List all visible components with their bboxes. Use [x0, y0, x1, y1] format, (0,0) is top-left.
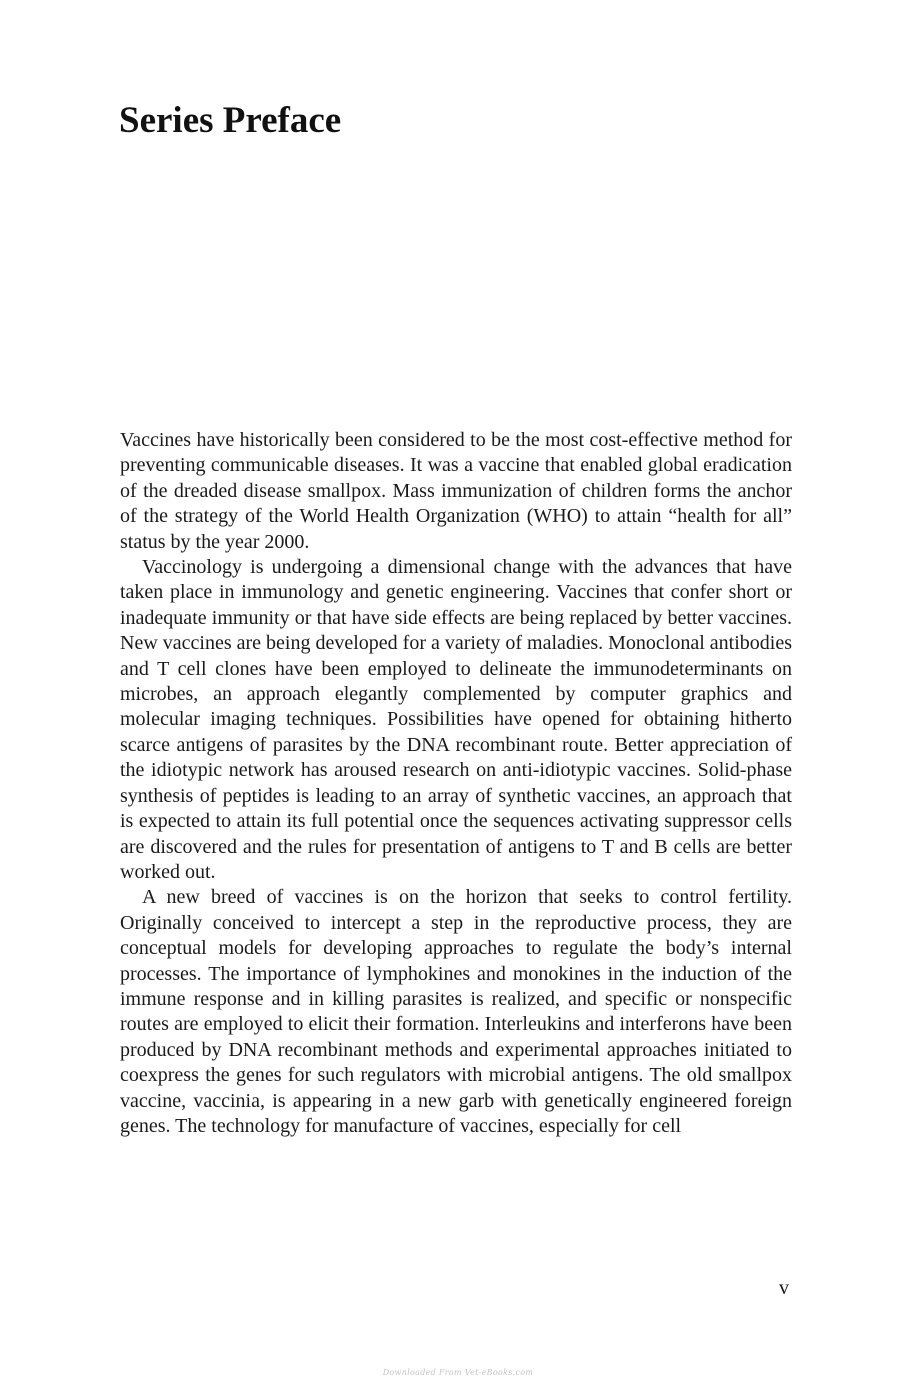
paragraph-3: A new breed of vaccines is on the horizon that seeks to control fertility. Originally conceived to intercept a step in the reproductive process, they are conceptual models for developing approaches to regulate the body’s internal processes. The importance of lymphokines and monokines in the induction of the immune response and in killing parasites is realized, and specific or nonspecific routes are employed to elicit their formation. Interleukins and interferons have been produced by DNA recombinant methods and experimental approaches initiated to coexpress the genes for such regulators with microbial antigens. The old smallpox vaccine, vaccinia, is appearing in a new garb with genetically engineered foreign genes. The technology for manufacture of vaccines, especially for cell [120, 886, 792, 1137]
page-number: v [779, 1277, 789, 1299]
page-title: Series Preface [119, 100, 342, 141]
paragraph-1: Vaccines have historically been considered to be the most cost-effective method for preventing communicable diseases. It was a vaccine that enabled global eradication of the dreaded disease smallpox. Mass immunization of children forms the anchor of the strategy of the World Health Organization (WHO) to attain “health for all” status by the year 2000. [120, 429, 792, 553]
paragraph-2: Vaccinology is undergoing a dimensional change with the advances that have taken place in immunology and genetic engineering. Vaccines that confer short or inadequate immunity or that have side effects are being replaced by better vaccines. New vaccines are being developed for a variety of maladies. Monoclonal antibodies and T cell clones have been employed to delineate the immunodeterminants on microbes, an approach elegantly complemented by computer graphics and molecular imaging techniques. Possibilities have opened for obtaining hitherto scarce antigens of parasites by the DNA recombinant route. Better appreciation of the idiotypic network has aroused research on anti-idiotypic vaccines. Solid-phase synthesis of peptides is leading to an array of synthetic vaccines, an approach that is expected to attain its full potential once the sequences activating suppressor cells are discovered and the rules for presentation of antigens to T and B cells are better worked out. [120, 556, 792, 883]
body-text [120, 428, 792, 1139]
watermark: Downloaded From Vet-eBooks.com [382, 1368, 534, 1377]
